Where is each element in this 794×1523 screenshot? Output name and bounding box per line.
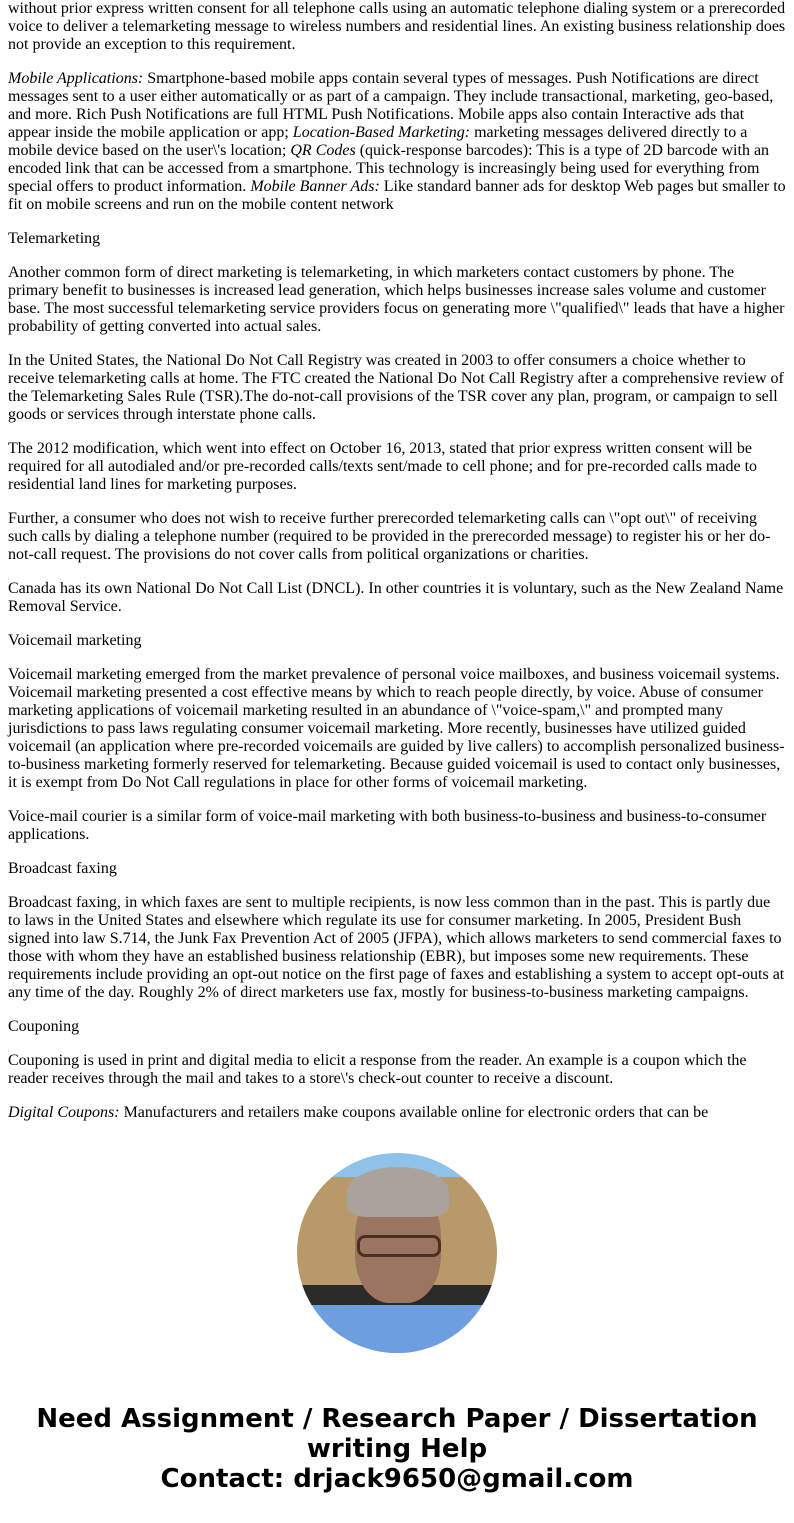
paragraph-text: marketing messages delivered directly to a mobile device based on the user\'s location;	[8, 124, 748, 159]
paragraph	[8, 440, 786, 494]
paragraph-text: Canada has its own National Do Not Call List (DNCL). In other countries it is voluntary, such as the New Zealand Name Removal Service.	[8, 580, 784, 615]
paragraph	[8, 0, 786, 54]
photo-hair	[347, 1167, 449, 1217]
italic-term: Mobile Applications:	[8, 70, 144, 87]
contact-banner	[0, 1404, 794, 1494]
author-photo	[297, 1153, 497, 1353]
paragraph-text: Smartphone-based mobile apps contain several types of messages. Push Notifications are direct messages sent to a user either automatically or as part of a campaign. They include transactional, marketing, geo-based, and more. Rich Push Notifications are full HTML Push Notifications. Mobile apps also contain Interactive ads that appear inside the mobile application or app;	[8, 70, 774, 141]
paragraph-text: The 2012 modification, which went into effect on October 16, 2013, stated that prior express written consent will be required for all autodialed and/or pre-recorded calls/texts sent/made to cell phone; and for pre-recorded calls made to residential land lines for marketing purposes.	[8, 440, 758, 493]
paragraph	[8, 860, 786, 878]
italic-term: Mobile Banner Ads:	[250, 178, 380, 195]
paragraph-text: Like standard banner ads for desktop Web pages but smaller to fit on mobile screens and run on the mobile content network	[8, 178, 786, 213]
italic-term: Location-Based Marketing:	[292, 124, 471, 141]
paragraph-text: Broadcast faxing, in which faxes are sent to multiple recipients, is now less common than in the past. This is partly due to laws in the United States and elsewhere which regulate its use for consumer marketing. In 2005, President Bush signed into law S.714, the Junk Fax Prevention Act of 2005 (JFPA), which allows marketers to send commercial faxes to those with whom they have an established business relationship (EBR), but imposes some new requirements. These requirements include providing an opt-out notice on the first page of faxes and establishing a system to accept opt-outs at any time of the day. Roughly 2% of direct marketers use fax, mostly for business-to-business marketing campaigns.	[8, 894, 785, 1001]
paragraph	[8, 1018, 786, 1036]
paragraph	[8, 264, 786, 336]
paragraph-text: without prior express written consent for all telephone calls using an automatic telephone dialing system or a prerecorded voice to deliver a telemarketing message to wireless numbers and residential lines. An existing business relationship does not provide an exception to this requirement.	[8, 0, 786, 53]
paragraph	[8, 1052, 786, 1088]
paragraph-text: Further, a consumer who does not wish to receive further prerecorded telemarketing calls can \"opt out\" of receiving such calls by dialing a telephone number (required to be provided in the prerecorded message) to register his or her do-not-call request. The provisions do not cover calls from political organizations or charities.	[8, 510, 771, 563]
paragraph	[8, 580, 786, 616]
paragraph-text: Voicemail marketing emerged from the market prevalence of personal voice mailboxes, and business voicemail systems. Voicemail marketing presented a cost effective means by which to reach people directly, by voice. Abuse of consumer marketing applications of voicemail marketing resulted in an abundance of \"voice-spam,\" and prompted many jurisdictions to pass laws regulating consumer voicemail marketing. More recently, businesses have utilized guided voicemail (an application where pre-recorded voicemails are guided by live callers) to accomplish personalized business-to-business marketing formerly reserved for telemarketing. Because guided voicemail is used to contact only businesses, it is exempt from Do Not Call regulations in place for other forms of voicemail marketing.	[8, 666, 785, 791]
document-body	[8, 0, 786, 1138]
photo-shirt	[317, 1305, 477, 1353]
paragraph-text: Voicemail marketing	[8, 632, 142, 649]
paragraph-text: In the United States, the National Do Not Call Registry was created in 2003 to offer consumers a choice whether to receive telemarketing calls at home. The FTC created the National Do Not Call Registry after a comprehensive review of the Telemarketing Sales Rule (TSR).The do-not-call provisions of the TSR cover any plan, program, or campaign to sell goods or services through interstate phone calls.	[8, 352, 784, 423]
contact-email: Contact: drjack9650@gmail.com	[160, 1464, 634, 1494]
paragraph-text: Telemarketing	[8, 230, 101, 247]
paragraph	[8, 666, 786, 792]
paragraph	[8, 894, 786, 1002]
paragraph	[8, 70, 786, 214]
paragraph-text: (quick-response barcodes): This is a type of 2D barcode with an encoded link that can be accessed from a smartphone. This technology is increasingly being used for everything from special offers to product information.	[8, 142, 770, 195]
help-heading: Need Assignment / Research Paper / Dissertation writing Help	[36, 1404, 758, 1464]
italic-term: Digital Coupons:	[8, 1104, 120, 1121]
paragraph	[8, 808, 786, 844]
paragraph-text: Couponing	[8, 1018, 80, 1035]
italic-term: QR Codes	[290, 142, 356, 159]
paragraph	[8, 352, 786, 424]
photo-glasses	[357, 1235, 441, 1257]
paragraph-text: Couponing is used in print and digital media to elicit a response from the reader. An example is a coupon which the reader receives through the mail and takes to a store\'s check-out counter to receive a discount.	[8, 1052, 747, 1087]
paragraph	[8, 510, 786, 564]
paragraph-text: Manufacturers and retailers make coupons available online for electronic orders that can be	[119, 1104, 709, 1121]
paragraph-text: Voice-mail courier is a similar form of voice-mail marketing with both business-to-business and business-to-consumer applications.	[8, 808, 767, 843]
paragraph	[8, 230, 786, 248]
paragraph-text: Broadcast faxing	[8, 860, 117, 877]
paragraph	[8, 632, 786, 650]
paragraph	[8, 1104, 786, 1122]
paragraph-text: Another common form of direct marketing is telemarketing, in which marketers contact customers by phone. The primary benefit to businesses is increased lead generation, which helps businesses increase sales volume and customer base. The most successful telemarketing service providers focus on generating more \"qualified\" leads that have a higher probability of getting converted into actual sales.	[8, 264, 785, 335]
